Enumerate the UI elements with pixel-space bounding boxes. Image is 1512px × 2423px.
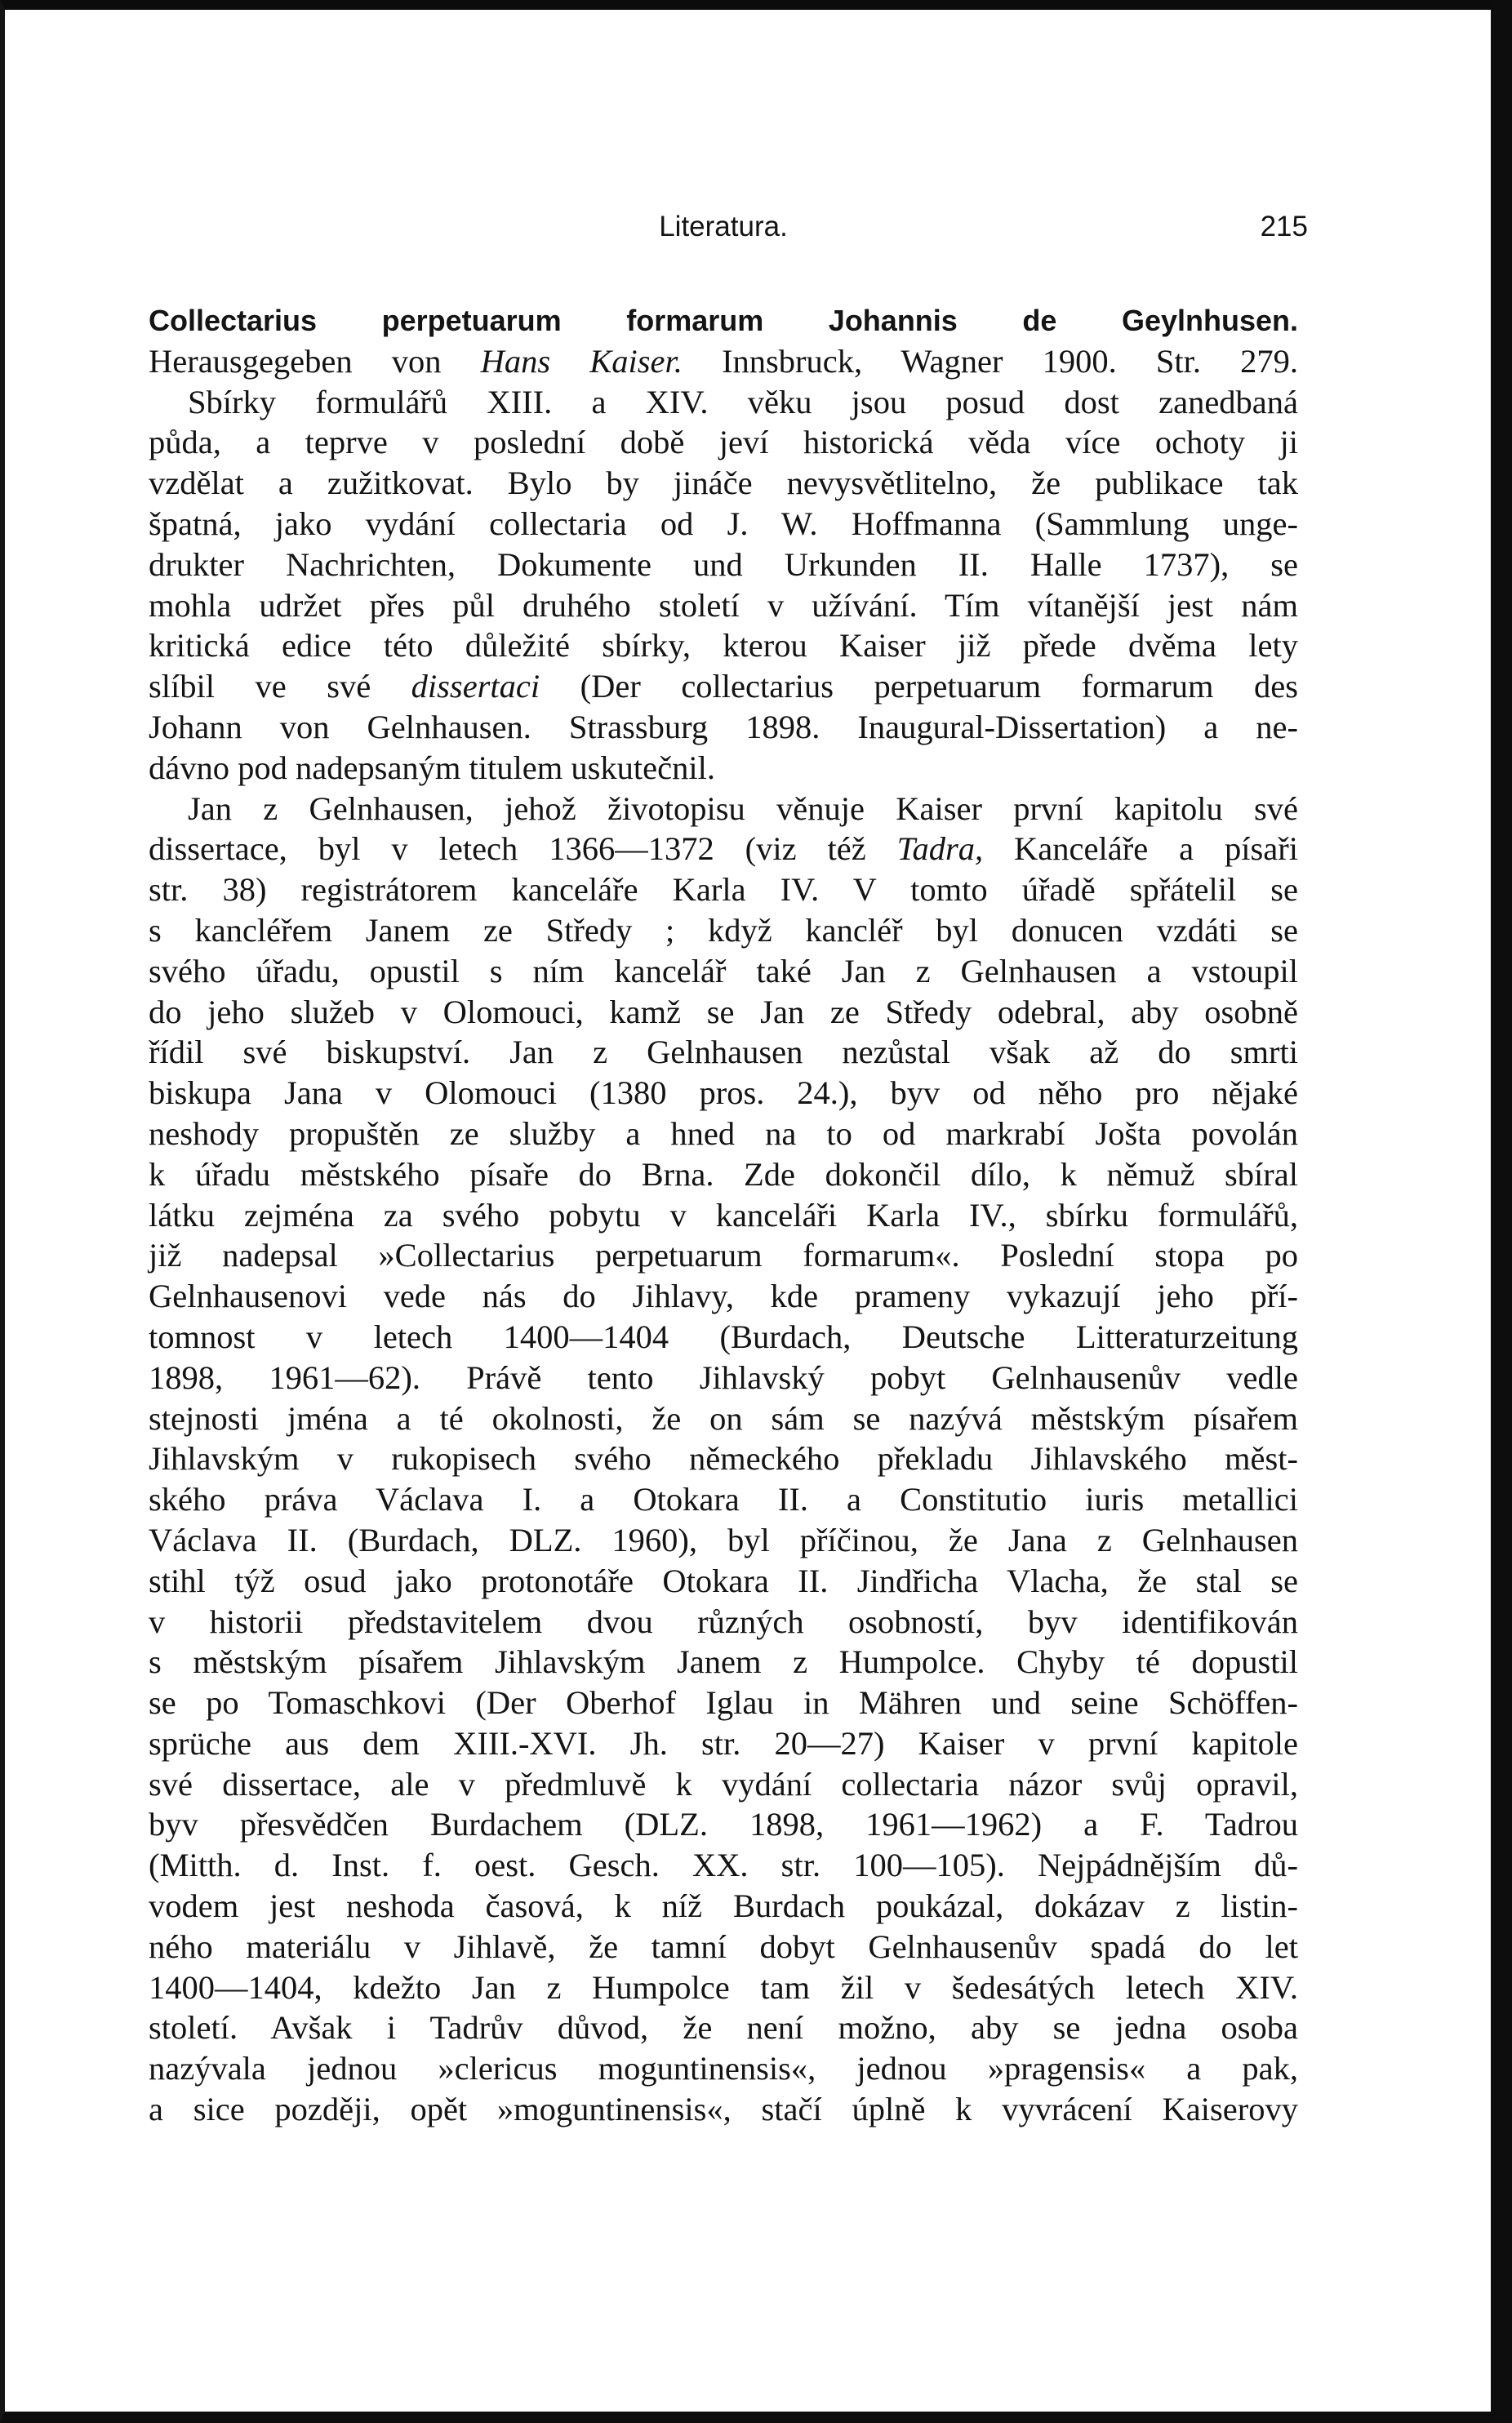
text-line: v historii představitelem dvou různých osobností, byv identifikován [149,1603,1298,1640]
text-line: neshody propuštěn ze služby a hned na to od markrabí Jošta povolán [149,1114,1298,1152]
text-line: látku zejména za svého pobytu v kanceláři Karla IV., sbírku formulářů, [149,1196,1298,1234]
scan-edge [1491,0,1512,2423]
editor-name: Hans Kaiser. [480,342,683,380]
text-line: s městským písařem Jihlavským Janem z Humpolce. Chyby té dopustil [149,1643,1298,1681]
text-line: 1898, 1961—62). Právě tento Jihlavský pobyt Gelnhausenův vedle [149,1358,1298,1396]
text-line: s kancléřem Janem ze Středy ; když kancléř byl donucen vzdáti se [149,911,1298,949]
text-line: vodem jest neshoda časová, k níž Burdach poukázal, dokázav z listin- [149,1887,1298,1925]
text-line: kritická edice této důležité sbírky, kterou Kaiser již přede dvěma lety [149,627,1298,665]
text-line: a sice později, opět »moguntinensis«, stačí úplně k vyvrácení Kaiserovy [149,2091,1298,2128]
text-line: (Mitth. d. Inst. f. oest. Gesch. XX. str. 100—105). Nejpádnějším dů- [149,1847,1298,1884]
text-line: stejnosti jména a té okolnosti, že on sám se nazývá městským písařem [149,1399,1298,1437]
text-line: 1400—1404, kdežto Jan z Humpolce tam žil v šedesátých letech XIV. [149,1968,1298,2006]
text-line: vzdělat a zužitkovat. Bylo by jináče nevysvětlitelno, že publikace tak [149,465,1298,502]
text-line: k úřadu městského písaře do Brna. Zde dokončil dílo, k němuž sbíral [149,1155,1298,1193]
text-line: dávno pod nadepsaným titulem uskutečnil. [149,749,715,786]
review-heading: Collectarius perpetuarum formarum Johannis de Geylnhusen. [149,304,1298,337]
text-line: svého úřadu, opustil s ním kancelář také Jan z Gelnhausen a vstoupil [149,952,1298,989]
text-line: biskupa Jana v Olomouci (1380 pros. 24.), byv od něho pro nějaké [149,1074,1298,1112]
text-line: Sbírky formulářů XIII. a XIV. věku jsou posud dost zanedbaná [188,383,1298,420]
text-line: ného materiálu v Jihlavě, že tamní dobyt Gelnhausenův spadá do let [149,1927,1298,1965]
text-line: byv přesvědčen Burdachem (DLZ. 1898, 1961—1962) a F. Tadrou [149,1806,1298,1843]
text-line: již nadepsal »Collectarius perpetuarum formarum«. Poslední stopa po [149,1237,1298,1274]
text-line: slíbil ve své dissertaci (Der collectarius perpetuarum formarum des [149,668,1298,705]
text-line: půda, a teprve v poslední době jeví historická věda více ochoty ji [149,424,1298,461]
text-line: ského práva Václava I. a Otokara II. a Constitutio iuris metallici [149,1481,1298,1518]
text-line: Jihlavským v rukopisech svého německého překladu Jihlavského měst- [149,1440,1298,1478]
text-line: drukter Nachrichten, Dokumente und Urkunden II. Halle 1737), se [149,545,1298,583]
text-line: sprüche aus dem XIII.-XVI. Jh. str. 20—27) Kaiser v první kapitole [149,1724,1298,1762]
text-line: do jeho služeb v Olomouci, kamž se Jan ze Středy odebral, aby osobně [149,993,1298,1030]
text-line: řídil své biskupství. Jan z Gelnhausen nezůstal však až do smrti [149,1034,1298,1071]
text-line: nazývala jednou »clericus moguntinensis«, jednou »pragensis« a pak, [149,2050,1298,2087]
text-line: tomnost v letech 1400—1404 (Burdach, Deutsche Litteraturzeitung [149,1318,1298,1355]
running-head-title: Literatura. [659,211,788,242]
running-head [149,201,1308,250]
text-line: dissertace, byl v letech 1366—1372 (viz též Tadra, Kanceláře a písaři [149,830,1298,868]
text-line: mohla udržet přes půl druhého století v užívání. Tím vítanější jest nám [149,586,1298,624]
text-line: Jan z Gelnhausen, jehož životopisu věnuje Kaiser první kapitolu své [188,789,1298,827]
page-number: 215 [1260,211,1308,242]
text-line: se po Tomaschkovi (Der Oberhof Iglau in Mähren und seine Schöffen- [149,1684,1298,1722]
text-line: str. 38) registrátorem kanceláře Karla IV. V tomto úřadě spřátelil se [149,871,1298,909]
page [149,201,1308,2130]
text-line: století. Avšak i Tadrův důvod, že není možno, aby se jedna osoba [149,2009,1298,2047]
text-line: stihl týž osud jako protonotáře Otokara II. Jindřicha Vlacha, že stal se [149,1562,1298,1599]
review-text [149,300,1298,2130]
text-line: špatná, jako vydání collectaria od J. W. Hoffmanna (Sammlung unge- [149,505,1298,542]
text-line: Johann von Gelnhausen. Strassburg 1898. Inaugural-Dissertation) a ne- [149,708,1298,745]
text-line: své dissertace, ale v předmluvě k vydání collectaria názor svůj opravil, [149,1765,1298,1803]
text-line: Václava II. (Burdach, DLZ. 1960), byl příčinou, že Jana z Gelnhausen [149,1521,1298,1558]
bibliographic-line: Herausgegeben von Hans Kaiser. Innsbruck, Wagner 1900. Str. 279. [149,342,1299,380]
text-line: Gelnhausenovi vede nás do Jihlavy, kde prameny vykazují jeho pří- [149,1278,1298,1315]
